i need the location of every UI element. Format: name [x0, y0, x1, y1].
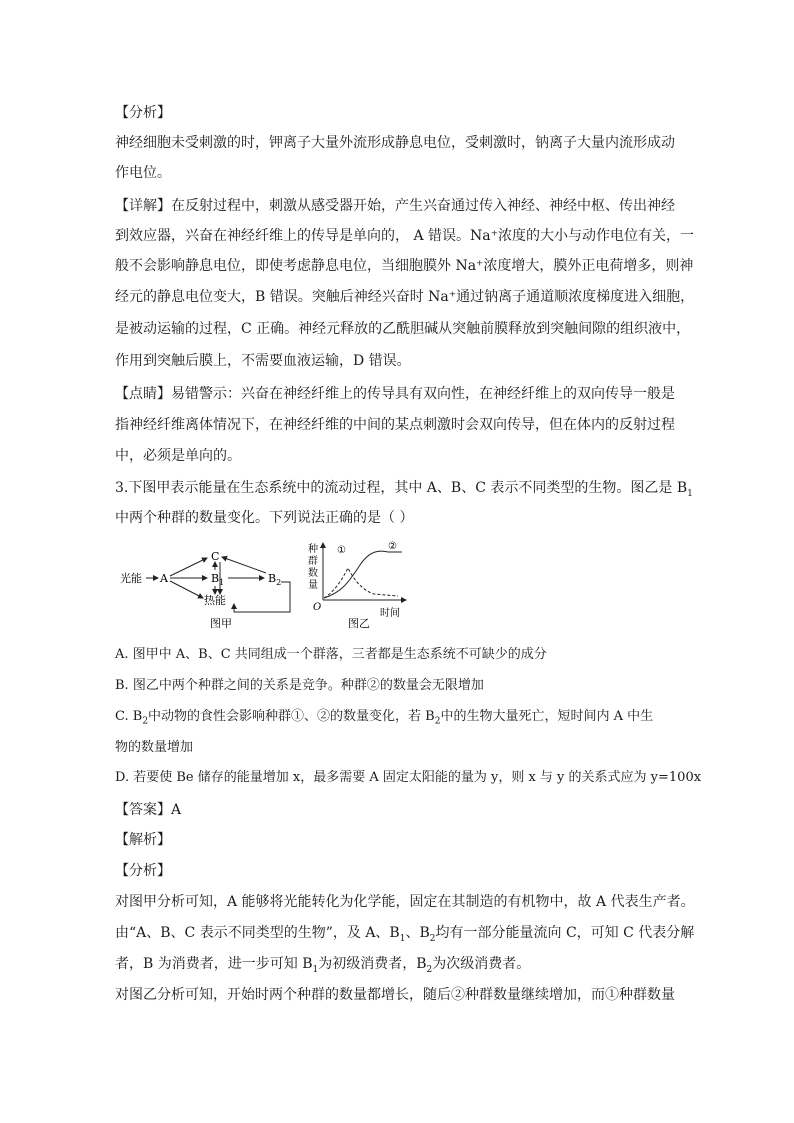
detail-line-1: [115, 196, 675, 216]
detail-heading: 【详解】: [115, 198, 171, 214]
text-part: 由“A、B、C 表示不同类型的生物”，及 A、B: [115, 925, 400, 941]
text-part: 均有一部分能量流向 C，可知 C 代表分解: [435, 925, 695, 941]
label-b1: [211, 572, 224, 587]
analysis2-line-4: 对图乙分析可知，开始时两个种群的数量都增长，随后②种群数量继续增加，而①种群数量: [115, 987, 675, 1003]
subscript: 2: [426, 964, 433, 975]
ylabel-char-2: 群: [308, 556, 318, 567]
question-text: 3.下图甲表示能量在生态系统中的流动过程，其中 A、B、C 表示不同类型的生物。图乙是 B: [115, 480, 688, 496]
origin-label: O: [313, 602, 322, 613]
label-b2-b: B: [268, 572, 277, 585]
caption-jia: 图甲: [210, 617, 232, 630]
figure-yi: [308, 541, 406, 630]
subscript: 1: [312, 964, 319, 975]
analysis2-heading: 【分析】: [115, 863, 171, 879]
label-b2: [268, 572, 281, 587]
figure-jia: [120, 550, 290, 630]
option-c-line-2: 物的数量增加: [115, 740, 194, 755]
ylabel-char-1: 种: [308, 544, 318, 555]
tip-heading: 【点睛】: [115, 386, 171, 402]
label-b1-sub: 1: [219, 578, 225, 587]
subscript: 1: [399, 933, 406, 944]
option-c-line-1: [115, 707, 653, 727]
option-c-end: 中的生物大量死亡，短时间内 A 中生: [440, 709, 654, 724]
option-c-mid: 中动物的食性会影响种群①、②的数量变化，若 B: [148, 709, 435, 724]
answer-line: [115, 800, 181, 820]
arrow-a-to-heat: [170, 581, 203, 598]
question-line-1: [115, 478, 693, 498]
option-a: A. 图甲中 A、B、C 共同组成一个群落，三者都是生态系统不可缺少的成分: [115, 647, 547, 662]
tip-text: 易错警示：兴奋在神经纤维上的传导具有双向性，在神经纤维上的双向传导一般是: [171, 386, 675, 402]
analysis2-line-3: [115, 954, 530, 974]
label-reneng: 热能: [204, 594, 226, 607]
label-b2-sub: 2: [276, 578, 282, 587]
label-b1-b: B: [211, 572, 220, 585]
tip-line-1: [115, 384, 675, 404]
question-figure: [118, 540, 408, 635]
curve-2-label: ②: [388, 541, 397, 552]
ylabel-char-3: 数: [308, 568, 318, 579]
label-guangneng: 光能: [120, 572, 142, 585]
arrow-b2-to-c: [222, 557, 266, 573]
curve-2: [324, 551, 402, 598]
subscript: 2: [434, 716, 441, 727]
question-line-2: 中两个种群的数量变化。下列说法正确的是（ ）: [115, 510, 414, 526]
arrow-a-to-c: [170, 558, 207, 576]
analysis2-line-2: [115, 923, 694, 943]
tip-line-3: 中，必须是单向的。: [115, 448, 241, 464]
heading-text: 【分析】: [115, 105, 171, 121]
analysis2-line-1: 对图甲分析可知，A 能够将光能转化为化学能，固定在其制造的有机物中，故 A 代表生产者。: [115, 894, 695, 910]
option-b: B. 图乙中两个种群之间的关系是竞争。种群②的数量会无限增加: [115, 678, 484, 693]
text-part: 为初级消费者，B: [318, 956, 427, 972]
answer-heading: 【答案】: [115, 802, 171, 818]
ylabel-char-4: 量: [308, 580, 318, 591]
xlabel: 时间: [380, 608, 400, 619]
text-part: 者，B 为消费者，进一步可知 B: [115, 956, 313, 972]
caption-yi: 图乙: [348, 617, 370, 630]
curve-1-label: ①: [337, 545, 346, 556]
subscript: 2: [142, 716, 149, 727]
detail-line-2: 到效应器，兴奋在神经纤维上的传导是单向的， A 错误。Na⁺浓度的大小与动作电位有关，一: [115, 228, 694, 244]
answer-value: A: [171, 802, 182, 818]
subscript: 2: [429, 933, 436, 944]
tip-line-2: 指神经纤维离体情况下，在神经纤维的中间的某点刺激时会双向传导，但在体内的反射过程: [115, 417, 675, 433]
subscript: 1: [687, 488, 693, 499]
detail-line-4: 经元的静息电位变大，B 错误。突触后神经兴奋时 Na⁺通过钠离子通道顺浓度梯度进入细胞，: [115, 289, 695, 305]
arrow-b2-to-heat: [234, 582, 290, 612]
jiexi-heading: 【解析】: [115, 832, 171, 848]
detail-line-5: 是被动运输的过程，C 正确。神经元释放的乙酰胆碱从突触前膜释放到突触间隙的组织液中，: [115, 321, 691, 337]
detail-line-6: 作用到突触后膜上，不需要血液运输，D 错误。: [115, 353, 411, 369]
label-a: A: [160, 572, 168, 585]
text-part: 、B: [405, 925, 430, 941]
option-d: D. 若要使 Be 储存的能量增加 x，最多需要 A 固定太阳能的量为 y，则 x 与 y 的关系式应为 y=100x: [115, 770, 702, 785]
analysis-heading: [115, 103, 171, 123]
label-c: C: [211, 550, 220, 563]
detail-text: 在反射过程中，刺激从感受器开始，产生兴奋通过传入神经、神经中枢、传出神经: [171, 198, 675, 214]
text-part: 为次级消费者。: [432, 956, 531, 972]
analysis-line-1: 神经细胞未受刺激的时，钾离子大量外流形成静息电位，受刺激时，钠离子大量内流形成动: [115, 135, 675, 151]
option-c-prefix: C. B: [115, 709, 143, 724]
detail-line-3: 般不会影响静息电位，即使考虑静息电位，当细胞膜外 Na⁺浓度增大，膜外正电荷增多，则神: [115, 258, 694, 274]
analysis-line-2: 作电位。: [115, 165, 171, 181]
